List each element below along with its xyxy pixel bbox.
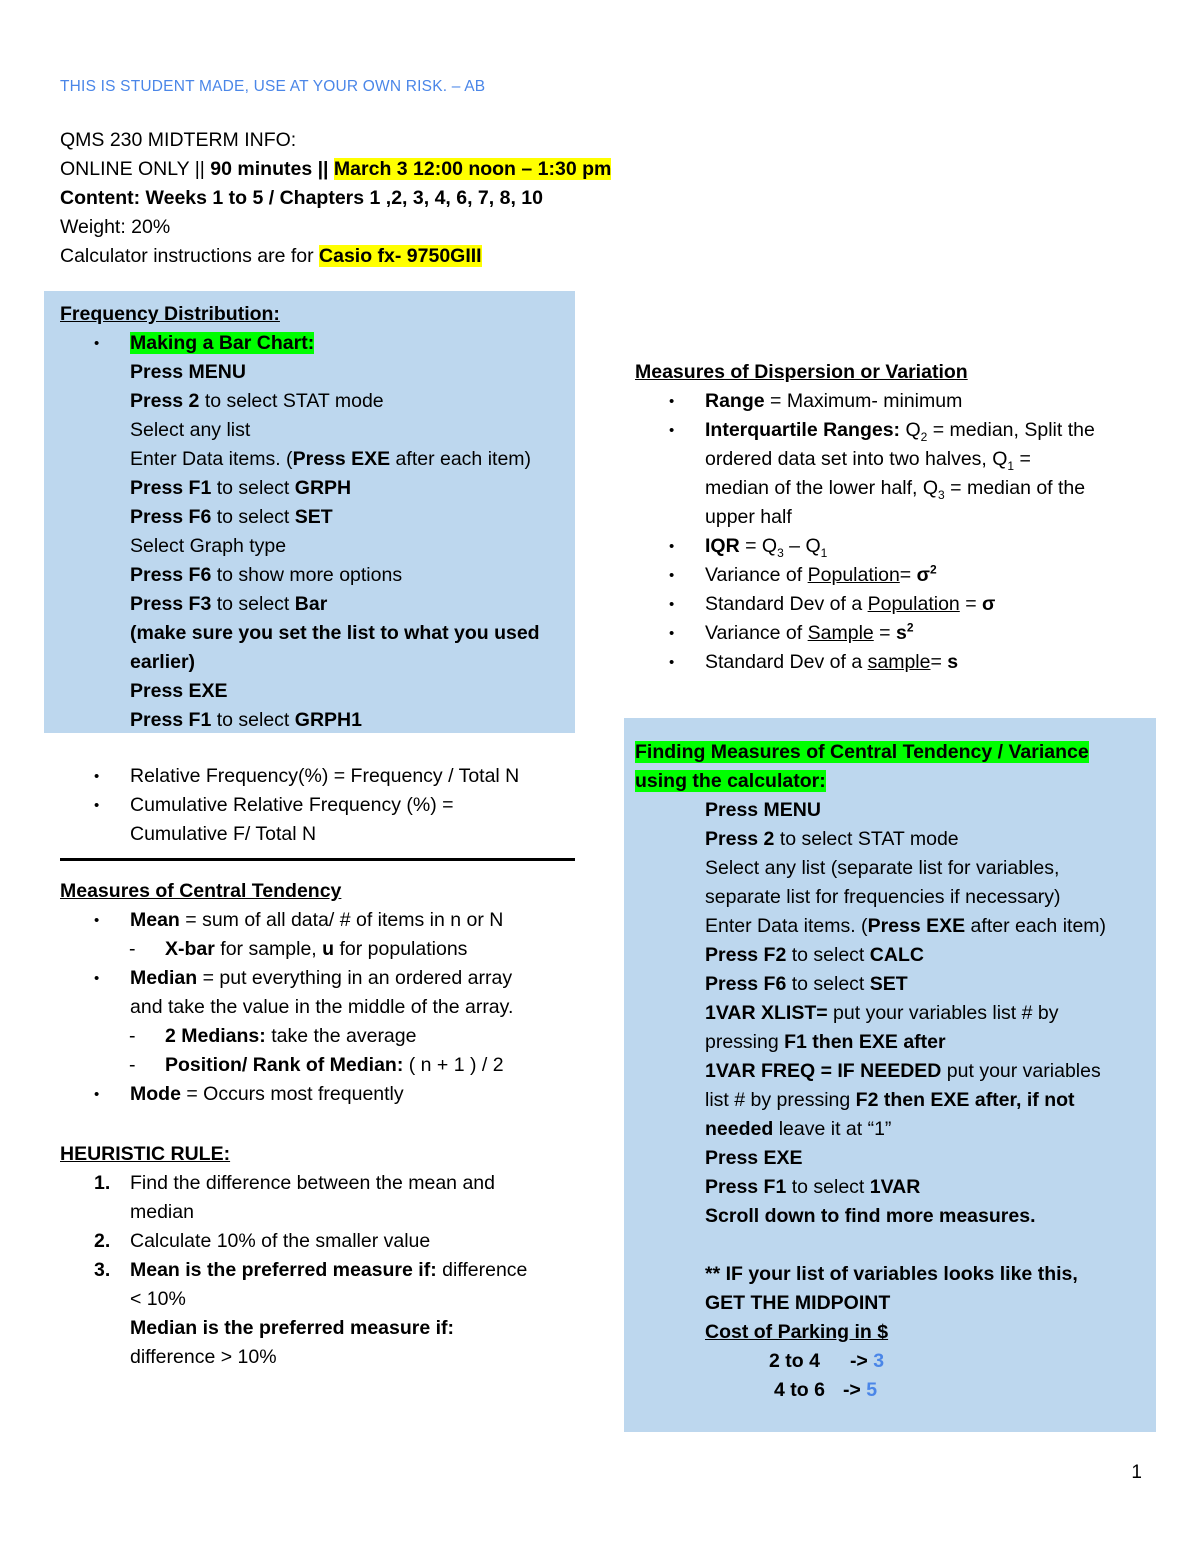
calculator-heading: Finding Measures of Central Tendency / Variance	[635, 741, 1089, 763]
bullet-icon: •	[94, 1086, 100, 1103]
heuristic-step-3-continued: < 10%	[130, 1288, 186, 1310]
bar-chart-step: Press F1 to select GRPH1	[130, 709, 362, 731]
calc-step: Press EXE	[705, 1147, 803, 1169]
central-tendency-section	[60, 877, 514, 1109]
dispersion-section	[635, 358, 1095, 677]
blank-line	[705, 1231, 1159, 1260]
calculator-line: Calculator instructions are for Casio fx- 9750GIII	[60, 245, 482, 267]
interquartile-item-continued: median of the lower half, $Q_3$ = median of the	[705, 477, 1086, 502]
sd-population-item: • Standard Dev of a Population = σ	[705, 590, 1095, 619]
dash-icon: -	[129, 1054, 136, 1076]
dash-icon: -	[129, 1025, 136, 1047]
exam-date-highlight: March 3 12:00 noon – 1:30 pm	[333, 158, 612, 180]
calc-step: needed leave it at “1”	[705, 1118, 892, 1140]
calc-step: Press 2 to select STAT mode	[705, 828, 959, 850]
bar-chart-step: Press F1 to select GRPH	[130, 477, 352, 499]
calc-step: list # by pressing F2 then EXE after, if not	[705, 1089, 1075, 1111]
heuristic-median-rule: Median is the preferred measure if:	[130, 1317, 455, 1339]
bar-chart-step: Select any list	[130, 419, 251, 441]
calculator-heading-continued: using the calculator:	[635, 770, 826, 792]
calc-step: pressing F1 then EXE after	[705, 1031, 946, 1053]
interquartile-item: • Interquartile Ranges: $Q_2$ = median, Split the	[705, 416, 1095, 445]
variance-sample-item: • Variance of Sample = $s^2$	[705, 619, 1095, 648]
parking-row: 4 to 6 -> 5	[774, 1379, 878, 1401]
sd-sample-item: • Standard Dev of a sample= s	[705, 648, 1095, 677]
bar-chart-step: Press F6 to select SET	[130, 506, 333, 528]
calculator-steps	[705, 796, 1159, 1405]
calc-step: Select any list (separate list for variables,	[705, 857, 1060, 879]
disclaimer: THIS IS STUDENT MADE, USE AT YOUR OWN RISK. – AB	[60, 78, 486, 95]
calc-step: Press MENU	[705, 799, 821, 821]
bullet-icon: •	[669, 422, 675, 439]
heuristic-median-rule-continued: difference > 10%	[130, 1346, 277, 1368]
heuristic-heading: HEURISTIC RULE:	[60, 1143, 231, 1165]
list-item: • Cumulative Relative Frequency (%) =	[130, 791, 519, 820]
weight-line: Weight: 20%	[60, 216, 171, 238]
calc-step: Enter Data items. (Press EXE after each item)	[705, 915, 1107, 937]
dash-icon: -	[129, 938, 136, 960]
frequency-distribution-section	[60, 300, 540, 735]
bar-chart-step: Press F6 to show more options	[130, 564, 403, 586]
dispersion-heading: Measures of Dispersion or Variation	[635, 361, 968, 383]
central-tendency-heading: Measures of Central Tendency	[60, 880, 342, 902]
median-item-continued: and take the value in the middle of the array.	[130, 996, 514, 1018]
heuristic-step-1: 1. Find the difference between the mean and	[94, 1172, 495, 1194]
heuristic-rule-section	[60, 1140, 528, 1372]
bar-chart-step: earlier)	[130, 651, 196, 673]
bar-chart-step: Press EXE	[130, 680, 228, 702]
bullet-icon: •	[94, 768, 100, 785]
bullet-icon: •	[669, 538, 675, 555]
page-number: 1	[1131, 1462, 1142, 1483]
bar-chart-step: Enter Data items. (Press EXE after each item)	[130, 448, 532, 470]
bar-chart-step: Press 2 to select STAT mode	[130, 390, 384, 412]
bullet-icon: •	[94, 912, 100, 929]
bar-chart-step: (make sure you set the list to what you used	[130, 622, 540, 644]
bullet-icon: •	[94, 970, 100, 987]
midpoint-note: GET THE MIDPOINT	[705, 1292, 891, 1314]
bullet-icon: •	[669, 393, 675, 410]
calc-step: Press F1 to select 1VAR	[705, 1176, 921, 1198]
section-divider	[60, 858, 575, 861]
heuristic-step-1-continued: median	[130, 1201, 194, 1223]
bullet-icon: •	[94, 335, 100, 352]
bullet-icon: •	[94, 797, 100, 814]
exam-format-line: ONLINE ONLY || 90 minutes || March 3 12:00 noon – 1:30 pm	[60, 158, 612, 180]
content-line: Content: Weeks 1 to 5 / Chapters 1 ,2, 3, 4, 6, 7, 8, 10	[60, 187, 543, 209]
bar-chart-step: Press MENU	[130, 361, 246, 383]
calc-step: Press F2 to select CALC	[705, 944, 924, 966]
bar-chart-steps	[130, 358, 540, 735]
calc-step: Press F6 to select SET	[705, 973, 908, 995]
parking-table-heading: Cost of Parking in $	[705, 1321, 889, 1343]
two-medians-item: - 2 Medians: take the average	[165, 1022, 548, 1051]
relative-frequency-list	[94, 762, 520, 849]
median-item: • Median = put everything in an ordered array	[130, 964, 513, 993]
midterm-info-header	[60, 126, 611, 271]
variance-population-item: • Variance of Population= $\sigma^2$	[705, 561, 1095, 590]
bullet-icon: •	[669, 596, 675, 613]
page-title: QMS 230 MIDTERM INFO:	[60, 129, 297, 151]
mode-item: • Mode = Occurs most frequently	[130, 1080, 513, 1109]
calc-step: 1VAR XLIST= put your variables list # by	[705, 1002, 1059, 1024]
list-item: • Relative Frequency(%) = Frequency / Total N	[130, 762, 519, 791]
median-position-item: - Position/ Rank of Median: ( n + 1 ) / 2	[165, 1051, 548, 1080]
bar-chart-step: Select Graph type	[130, 535, 287, 557]
mean-item: • Mean = sum of all data/ # of items in n or N	[130, 906, 513, 935]
iqr-item: • IQR = $Q_3 - Q_1$	[705, 532, 1095, 561]
calculator-instructions-section	[635, 738, 1107, 1405]
interquartile-item-continued: ordered data set into two halves, $Q_1$ =	[705, 448, 1031, 473]
xbar-item: - X-bar for sample, u for populations	[165, 935, 548, 964]
calc-step: 1VAR FREQ = IF NEEDED put your variables	[705, 1060, 1101, 1082]
bar-chart-step: Press F3 to select Bar	[130, 593, 328, 615]
frequency-heading: Frequency Distribution:	[60, 303, 280, 325]
heuristic-step-2: 2. Calculate 10% of the smaller value	[94, 1230, 431, 1252]
bullet-icon: •	[669, 567, 675, 584]
parking-row: 2 to 4 -> 3	[769, 1350, 885, 1372]
bullet-icon: •	[669, 654, 675, 671]
bar-chart-heading: • Making a Bar Chart:	[130, 329, 540, 358]
calculator-model: Casio fx- 9750GIII	[319, 245, 482, 267]
list-item-continued: Cumulative F/ Total N	[130, 823, 317, 845]
bullet-icon: •	[669, 625, 675, 642]
interquartile-item-continued: upper half	[705, 506, 792, 528]
range-item: • Range = Maximum- minimum	[705, 387, 1095, 416]
calc-step: Scroll down to find more measures.	[705, 1205, 1036, 1227]
heuristic-step-3: 3. Mean is the preferred measure if: difference	[94, 1259, 528, 1281]
midpoint-note: ** IF your list of variables looks like this,	[705, 1263, 1078, 1285]
calc-step: separate list for frequencies if necessary)	[705, 886, 1061, 908]
